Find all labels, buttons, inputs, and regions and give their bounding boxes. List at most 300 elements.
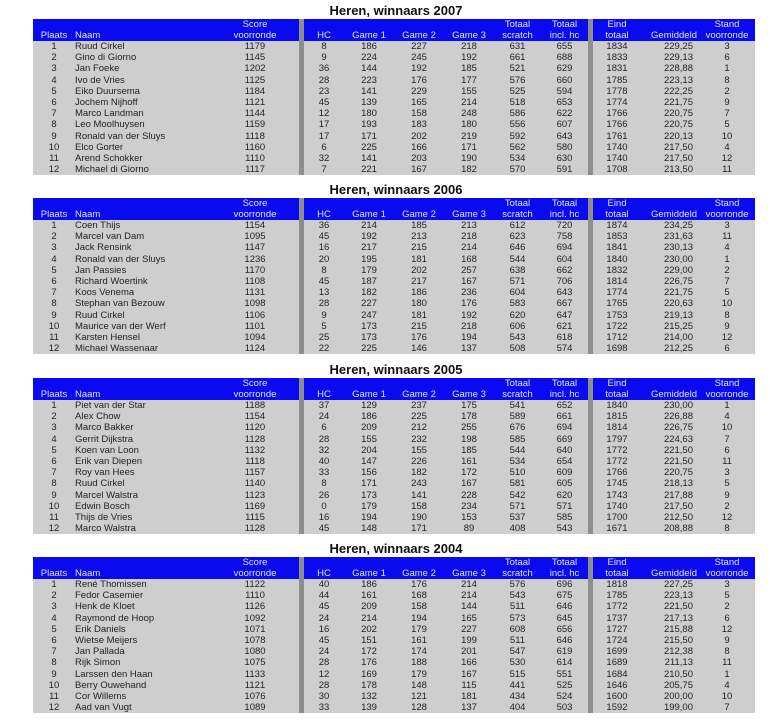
table-row (33, 220, 755, 231)
cell-hc: 0 (304, 501, 344, 512)
header-line: Eind (607, 378, 627, 389)
cell-score: 1071 (211, 624, 299, 635)
cell-naam: Michael di Giorno (75, 164, 211, 175)
cell-hc: 45 (304, 97, 344, 108)
cell-hc: 40 (304, 579, 344, 590)
cell-hc: 6 (304, 142, 344, 153)
cell-scratch: 525 (494, 86, 541, 97)
cell-scratch: 589 (494, 411, 541, 422)
cell-g3: 168 (444, 254, 494, 265)
cell-scratch: 515 (494, 669, 541, 680)
col-header-naam: Naam (75, 378, 211, 400)
cell-stand: 11 (699, 456, 755, 467)
cell-naam: Larssen den Haan (75, 669, 211, 680)
cell-hc: 6 (304, 422, 344, 433)
cell-eind: 1814 (593, 422, 641, 433)
cell-g3: 180 (444, 119, 494, 130)
cell-inclhc: 675 (541, 590, 588, 601)
cell-plaats: 7 (33, 467, 75, 478)
cell-naam: Coen Thijs (75, 220, 211, 231)
cell-scratch: 547 (494, 646, 541, 657)
results-table (33, 557, 755, 713)
cell-stand: 5 (699, 287, 755, 298)
cell-eind: 1712 (593, 332, 641, 343)
cell-gem: 226,75 (641, 422, 699, 433)
col-header-game1: Game 1 (344, 198, 394, 220)
cell-scratch: 571 (494, 276, 541, 287)
cell-score: 1140 (211, 478, 299, 489)
section-title: Heren, winnaars 2007 (329, 3, 463, 18)
cell-stand: 8 (699, 523, 755, 534)
header-line: Stand (714, 19, 740, 30)
cell-g2: 213 (394, 231, 444, 242)
cell-g3: 115 (444, 680, 494, 691)
cell-stand: 8 (699, 310, 755, 321)
header-row (33, 19, 755, 41)
cell-gem: 217,88 (641, 490, 699, 501)
cell-naam: Stephan van Bezouw (75, 298, 211, 309)
col-header-game3: Game 3 (444, 198, 494, 220)
cell-inclhc: 720 (541, 220, 588, 231)
cell-g3: 182 (444, 164, 494, 175)
cell-eind: 1772 (593, 601, 641, 612)
cell-eind: 1778 (593, 86, 641, 97)
cell-scratch: 537 (494, 512, 541, 523)
cell-gem: 217,50 (641, 153, 699, 164)
cell-gem: 208,88 (641, 523, 699, 534)
cell-plaats: 2 (33, 590, 75, 601)
cell-inclhc: 580 (541, 142, 588, 153)
cell-eind: 1671 (593, 523, 641, 534)
cell-scratch: 604 (494, 287, 541, 298)
cell-hc: 17 (304, 119, 344, 130)
cell-plaats: 10 (33, 142, 75, 153)
cell-hc: 7 (304, 164, 344, 175)
cell-stand: 1 (699, 254, 755, 265)
table-row (33, 343, 755, 354)
header-line: voorronde (705, 388, 749, 400)
cell-g1: 186 (344, 41, 394, 52)
col-header-gemiddeld: Gemiddeld (641, 19, 699, 41)
cell-g1: 180 (344, 108, 394, 119)
cell-g1: 187 (344, 276, 394, 287)
cell-hc: 9 (304, 52, 344, 63)
cell-g3: 255 (444, 422, 494, 433)
cell-eind: 1766 (593, 467, 641, 478)
table-row (33, 265, 755, 276)
cell-stand: 1 (699, 63, 755, 74)
cell-naam: Raymond de Hoop (75, 613, 211, 624)
cell-stand: 7 (699, 108, 755, 119)
cell-scratch: 508 (494, 343, 541, 354)
table-row (33, 478, 755, 489)
cell-inclhc: 646 (541, 635, 588, 646)
cell-inclhc: 594 (541, 86, 588, 97)
cell-g3: 213 (444, 220, 494, 231)
cell-inclhc: 620 (541, 490, 588, 501)
cell-g1: 156 (344, 467, 394, 478)
cell-eind: 1774 (593, 97, 641, 108)
cell-plaats: 1 (33, 220, 75, 231)
cell-inclhc: 640 (541, 445, 588, 456)
table-row (33, 142, 755, 153)
cell-scratch: 541 (494, 400, 541, 411)
cell-g1: 225 (344, 343, 394, 354)
cell-gem: 220,75 (641, 108, 699, 119)
cell-g2: 194 (394, 613, 444, 624)
cell-hc: 24 (304, 646, 344, 657)
col-header-gemiddeld: Gemiddeld (641, 378, 699, 400)
cell-g2: 121 (394, 691, 444, 702)
cell-gem: 212,50 (641, 512, 699, 523)
table-row (33, 41, 755, 52)
cell-naam: Gino di Giorno (75, 52, 211, 63)
cell-stand: 7 (699, 702, 755, 713)
cell-stand: 10 (699, 422, 755, 433)
cell-score: 1124 (211, 343, 299, 354)
cell-eind: 1600 (593, 691, 641, 702)
cell-g1: 209 (344, 422, 394, 433)
results-table (33, 378, 755, 534)
table-row (33, 579, 755, 590)
cell-plaats: 3 (33, 63, 75, 74)
table-row (33, 231, 755, 242)
table-row (33, 669, 755, 680)
col-header-hc: HC (304, 198, 344, 220)
cell-inclhc: 688 (541, 52, 588, 63)
cell-hc: 28 (304, 657, 344, 668)
cell-scratch: 530 (494, 657, 541, 668)
cell-naam: Alex Chow (75, 411, 211, 422)
cell-naam: Wietse Meijers (75, 635, 211, 646)
cell-scratch: 543 (494, 332, 541, 343)
cell-scratch: 638 (494, 265, 541, 276)
col-header-game3: Game 3 (444, 557, 494, 579)
cell-hc: 12 (304, 669, 344, 680)
table-row (33, 131, 755, 142)
table-row (33, 601, 755, 612)
cell-score: 1117 (211, 164, 299, 175)
cell-score: 1154 (211, 411, 299, 422)
cell-hc: 36 (304, 63, 344, 74)
col-header-plaats: Plaats (33, 19, 75, 41)
cell-g3: 218 (444, 231, 494, 242)
cell-plaats: 2 (33, 411, 75, 422)
cell-g3: 155 (444, 86, 494, 97)
cell-gem: 212,38 (641, 646, 699, 657)
cell-gem: 229,13 (641, 52, 699, 63)
cell-eind: 1774 (593, 287, 641, 298)
cell-g3: 190 (444, 153, 494, 164)
cell-score: 1078 (211, 635, 299, 646)
cell-eind: 1740 (593, 501, 641, 512)
cell-stand: 7 (699, 434, 755, 445)
cell-naam: Ronald van der Sluys (75, 131, 211, 142)
cell-inclhc: 524 (541, 691, 588, 702)
cell-naam: Marco Bakker (75, 422, 211, 433)
cell-hc: 23 (304, 86, 344, 97)
header-line: Stand (714, 557, 740, 568)
cell-g3: 161 (444, 456, 494, 467)
cell-g2: 176 (394, 332, 444, 343)
table-row (33, 613, 755, 624)
cell-eind: 1772 (593, 456, 641, 467)
cell-stand: 11 (699, 164, 755, 175)
col-header-totaal-scratch (494, 198, 541, 220)
col-header-stand-voorronde (699, 198, 755, 220)
table-row (33, 635, 755, 646)
header-line: incl. hc (549, 29, 580, 41)
cell-eind: 1727 (593, 624, 641, 635)
table-row (33, 411, 755, 422)
cell-scratch: 511 (494, 601, 541, 612)
cell-g1: 141 (344, 86, 394, 97)
cell-stand: 9 (699, 490, 755, 501)
table-row (33, 321, 755, 332)
cell-naam: Erik Daniels (75, 624, 211, 635)
cell-naam: Jan Passies (75, 265, 211, 276)
header-line: Totaal (551, 378, 578, 389)
cell-inclhc: 525 (541, 680, 588, 691)
cell-scratch: 586 (494, 108, 541, 119)
cell-g1: 227 (344, 298, 394, 309)
cell-score: 1170 (211, 265, 299, 276)
table-row (33, 434, 755, 445)
cell-plaats: 12 (33, 702, 75, 713)
cell-g2: 155 (394, 445, 444, 456)
col-header-hc: HC (304, 557, 344, 579)
cell-score: 1108 (211, 276, 299, 287)
cell-naam: Eiko Duursema (75, 86, 211, 97)
cell-inclhc: 643 (541, 131, 588, 142)
cell-gem: 199,00 (641, 702, 699, 713)
cell-gem: 228,88 (641, 63, 699, 74)
cell-scratch: 544 (494, 445, 541, 456)
cell-plaats: 10 (33, 321, 75, 332)
cell-scratch: 576 (494, 579, 541, 590)
cell-g3: 236 (444, 287, 494, 298)
cell-gem: 212,25 (641, 343, 699, 354)
col-header-stand-voorronde (699, 19, 755, 41)
header-line: Totaal (551, 198, 578, 209)
cell-gem: 200,00 (641, 691, 699, 702)
cell-eind: 1766 (593, 108, 641, 119)
cell-naam: Henk de Kloet (75, 601, 211, 612)
cell-g1: 173 (344, 332, 394, 343)
header-line: voorronde (233, 208, 277, 220)
cell-inclhc: 543 (541, 523, 588, 534)
table-row (33, 680, 755, 691)
cell-score: 1236 (211, 254, 299, 265)
cell-hc: 24 (304, 613, 344, 624)
cell-g1: 182 (344, 287, 394, 298)
cell-inclhc: 622 (541, 108, 588, 119)
cell-gem: 220,75 (641, 119, 699, 130)
cell-g1: 148 (344, 523, 394, 534)
cell-g1: 194 (344, 512, 394, 523)
cell-gem: 223,13 (641, 590, 699, 601)
header-line: totaal (605, 208, 629, 220)
table-row (33, 86, 755, 97)
cell-g1: 139 (344, 702, 394, 713)
cell-g3: 165 (444, 613, 494, 624)
cell-eind: 1753 (593, 310, 641, 321)
cell-score: 1169 (211, 501, 299, 512)
header-line: Totaal (504, 198, 531, 209)
header-line: scratch (502, 29, 533, 41)
cell-plaats: 8 (33, 657, 75, 668)
cell-g1: 176 (344, 657, 394, 668)
table-row (33, 97, 755, 108)
cell-hc: 30 (304, 691, 344, 702)
cell-scratch: 556 (494, 119, 541, 130)
cell-naam: Ruud Cirkel (75, 310, 211, 321)
cell-scratch: 576 (494, 75, 541, 86)
cell-plaats: 5 (33, 624, 75, 635)
col-header-game2: Game 2 (394, 557, 444, 579)
cell-naam: Arend Schokker (75, 153, 211, 164)
cell-hc: 8 (304, 41, 344, 52)
cell-g2: 128 (394, 702, 444, 713)
cell-g2: 215 (394, 242, 444, 253)
cell-eind: 1740 (593, 142, 641, 153)
header-row (33, 198, 755, 220)
col-header-game1: Game 1 (344, 378, 394, 400)
table-row (33, 119, 755, 130)
section-title: Heren, winnaars 2004 (329, 541, 463, 556)
cell-scratch: 534 (494, 153, 541, 164)
cell-g2: 237 (394, 400, 444, 411)
cell-stand: 5 (699, 590, 755, 601)
table-row (33, 287, 755, 298)
cell-plaats: 6 (33, 97, 75, 108)
cell-hc: 8 (304, 265, 344, 276)
cell-gem: 214,00 (641, 332, 699, 343)
header-line: Score (242, 557, 268, 568)
cell-naam: Koen van Loon (75, 445, 211, 456)
cell-g2: 217 (394, 276, 444, 287)
cell-stand: 2 (699, 501, 755, 512)
cell-gem: 227,25 (641, 579, 699, 590)
cell-scratch: 518 (494, 97, 541, 108)
cell-plaats: 1 (33, 579, 75, 590)
cell-g1: 223 (344, 75, 394, 86)
cell-stand: 6 (699, 445, 755, 456)
cell-hc: 13 (304, 287, 344, 298)
cell-eind: 1815 (593, 411, 641, 422)
cell-eind: 1766 (593, 119, 641, 130)
cell-stand: 12 (699, 512, 755, 523)
cell-g2: 158 (394, 601, 444, 612)
cell-plaats: 1 (33, 41, 75, 52)
cell-g2: 203 (394, 153, 444, 164)
table-row (33, 691, 755, 702)
cell-scratch: 544 (494, 254, 541, 265)
cell-g3: 214 (444, 590, 494, 601)
cell-score: 1098 (211, 298, 299, 309)
cell-gem: 226,75 (641, 276, 699, 287)
cell-score: 1126 (211, 601, 299, 612)
cell-g2: 229 (394, 86, 444, 97)
cell-eind: 1684 (593, 669, 641, 680)
cell-naam: Marco Landman (75, 108, 211, 119)
col-header-game1: Game 1 (344, 19, 394, 41)
cell-g2: 166 (394, 142, 444, 153)
cell-g3: 185 (444, 63, 494, 74)
cell-plaats: 12 (33, 523, 75, 534)
cell-eind: 1834 (593, 41, 641, 52)
cell-score: 1080 (211, 646, 299, 657)
cell-gem: 229,25 (641, 41, 699, 52)
cell-score: 1147 (211, 242, 299, 253)
cell-inclhc: 706 (541, 276, 588, 287)
col-header-totaal-incl-hc (541, 557, 588, 579)
cell-gem: 210,50 (641, 669, 699, 680)
cell-g2: 148 (394, 680, 444, 691)
cell-gem: 221,75 (641, 97, 699, 108)
cell-g2: 192 (394, 63, 444, 74)
cell-inclhc: 654 (541, 456, 588, 467)
cell-g3: 192 (444, 52, 494, 63)
table-row (33, 702, 755, 713)
cell-naam: Marco Walstra (75, 523, 211, 534)
cell-naam: Jan Pallada (75, 646, 211, 657)
cell-eind: 1761 (593, 131, 641, 142)
cell-naam: Marcel van Dam (75, 231, 211, 242)
cell-stand: 4 (699, 142, 755, 153)
cell-stand: 1 (699, 669, 755, 680)
cell-plaats: 4 (33, 434, 75, 445)
col-header-naam: Naam (75, 19, 211, 41)
results-table (33, 19, 755, 175)
table-row (33, 332, 755, 343)
cell-g2: 186 (394, 287, 444, 298)
cell-hc: 12 (304, 108, 344, 119)
cell-score: 1131 (211, 287, 299, 298)
cell-plaats: 6 (33, 635, 75, 646)
cell-g2: 190 (394, 512, 444, 523)
table-row (33, 164, 755, 175)
cell-g3: 228 (444, 490, 494, 501)
cell-score: 1101 (211, 321, 299, 332)
cell-plaats: 3 (33, 242, 75, 253)
cell-g2: 245 (394, 52, 444, 63)
cell-score: 1157 (211, 467, 299, 478)
cell-hc: 32 (304, 445, 344, 456)
cell-plaats: 4 (33, 254, 75, 265)
results-section (33, 541, 749, 714)
cell-hc: 16 (304, 512, 344, 523)
cell-scratch: 608 (494, 624, 541, 635)
table-row (33, 657, 755, 668)
cell-g2: 185 (394, 220, 444, 231)
cell-hc: 45 (304, 635, 344, 646)
cell-eind: 1745 (593, 478, 641, 489)
cell-g1: 186 (344, 411, 394, 422)
table-row (33, 456, 755, 467)
cell-hc: 8 (304, 478, 344, 489)
cell-scratch: 676 (494, 422, 541, 433)
cell-hc: 9 (304, 310, 344, 321)
header-line: Eind (607, 19, 627, 30)
cell-g2: 176 (394, 579, 444, 590)
header-line: incl. hc (549, 208, 580, 220)
cell-g1: 179 (344, 265, 394, 276)
cell-g3: 166 (444, 657, 494, 668)
cell-eind: 1853 (593, 231, 641, 242)
cell-scratch: 661 (494, 52, 541, 63)
col-header-plaats: Plaats (33, 557, 75, 579)
